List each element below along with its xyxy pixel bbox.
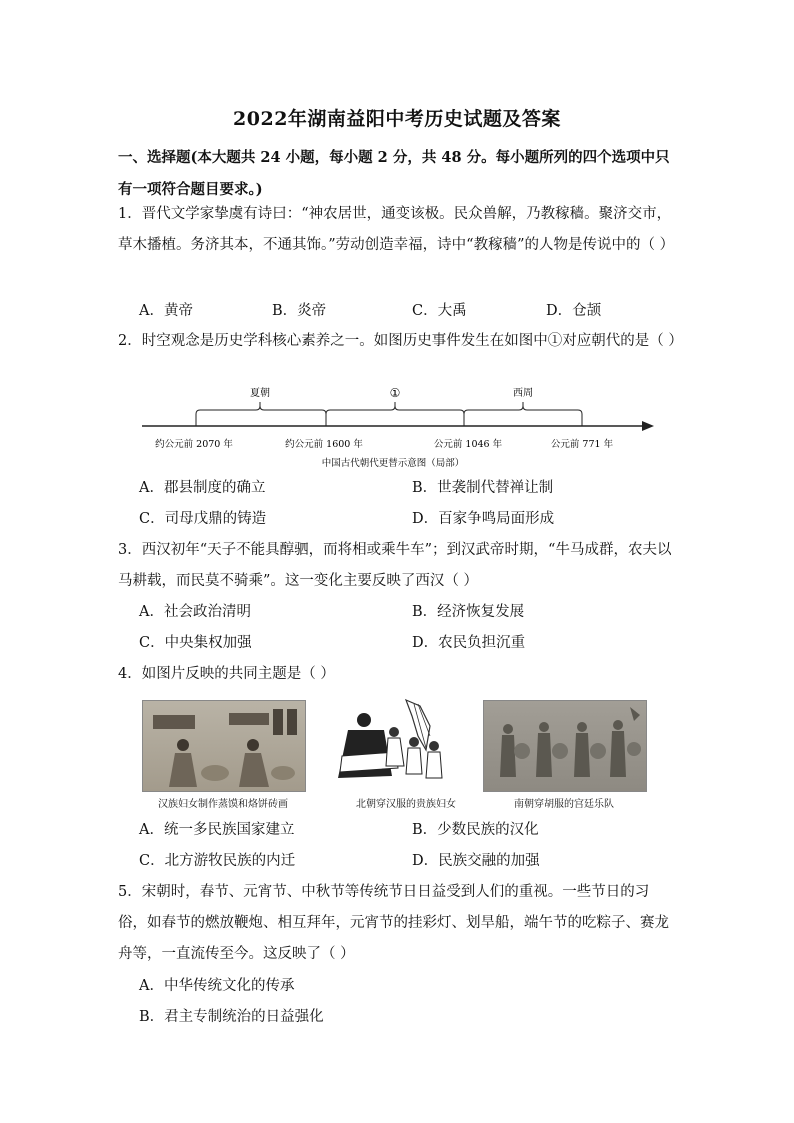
timeline-label-western-zhou: 西周: [513, 388, 533, 399]
page-title: 2022年湖南益阳中考历史试题及答案: [233, 108, 561, 130]
q4-option-d: D．民族交融的加强: [412, 853, 540, 869]
q5-option-b: B．君主专制统治的日益强化: [139, 1009, 324, 1025]
q1-option-a: A．黄帝: [139, 303, 193, 319]
brick-painting-image: [142, 700, 306, 792]
timeline-date-2: 约公元前 1600 年: [285, 439, 363, 450]
q3-option-a: A．社会政治清明: [139, 604, 251, 620]
q1-option-c: C．大禹: [412, 303, 467, 319]
image-3-caption: 南朝穿胡服的宫廷乐队: [514, 799, 614, 810]
question-5-stem: 5．宋朝时，春节、元宵节、中秋节等传统节日日益受到人们的重视。一些节日的习俗，如春节的燃放鞭炮、相互拜年，元宵节的挂彩灯、划旱船，端午节的吃粽子、赛龙舟等，一直流传至今。这反映了（ ）: [118, 884, 669, 962]
q3-option-d: D．农民负担沉重: [412, 635, 526, 651]
q2-option-d: D．百家争鸣局面形成: [412, 511, 555, 527]
q2-option-a: A．郡县制度的确立: [139, 480, 266, 496]
q5-option-a: A．中华传统文化的传承: [139, 978, 295, 994]
q2-option-c: C．司母戊鼎的铸造: [139, 511, 267, 527]
image-2-caption: 北朝穿汉服的贵族妇女: [356, 799, 456, 810]
image-1-caption: 汉族妇女制作蒸馍和烙饼砖画: [158, 799, 288, 810]
dynasty-timeline: [138, 382, 658, 474]
question-2-stem: 2．时空观念是历史学科核心素养之一。如图历史事件发生在如图中①对应朝代的是（ ）: [118, 333, 683, 349]
court-band-image: [483, 700, 647, 792]
question-1-stem: 1．晋代文学家挚虞有诗曰：“神农居世，通变该极。民众兽解，乃教稼穑。聚济交市，草木播植。务济其本，不通其饰。”劳动创造幸福，诗中“教稼穑”的人物是传说中的（ ）: [118, 206, 675, 253]
q3-option-b: B．经济恢复发展: [412, 604, 525, 620]
court-band-figure-icon: [484, 701, 646, 791]
timeline-date-3: 公元前 1046 年: [433, 439, 503, 450]
q2-option-b: B．世袭制代替禅让制: [412, 480, 554, 496]
question-4-stem: 4．如图片反映的共同主题是（ ）: [118, 666, 335, 682]
brick-painting-figure-icon: [143, 701, 305, 791]
question-3-stem: 3．西汉初年“天子不能具醇驷，而将相或乘牛车”；到汉武帝时期，“牛马成群，农夫以马耕载，而民莫不骑乘”。这一变化主要反映了西汉（ ）: [118, 542, 672, 589]
q4-option-a: A．统一多民族国家建立: [139, 822, 295, 838]
timeline-date-4: 公元前 771 年: [550, 439, 614, 450]
noblewoman-figure-icon: [334, 696, 454, 790]
timeline-label-circle-1: ①: [389, 386, 401, 400]
section-heading: 一、选择题(本大题共 24 小题，每小题 2 分，共 48 分。每小题所列的四个选项中只有一项符合题目要求。): [118, 149, 670, 198]
timeline-date-1: 约公元前 2070 年: [155, 439, 233, 450]
q1-option-b: B．炎帝: [272, 303, 327, 319]
q1-option-d: D．仓颉: [546, 303, 602, 319]
q4-option-b: B．少数民族的汉化: [412, 822, 539, 838]
q3-option-c: C．中央集权加强: [139, 635, 252, 651]
q4-option-c: C．北方游牧民族的内迁: [139, 853, 296, 869]
noblewoman-image: [334, 696, 454, 790]
timeline-label-xia: 夏朝: [250, 388, 270, 399]
timeline-caption: 中国古代朝代更替示意图（局部）: [321, 458, 465, 469]
